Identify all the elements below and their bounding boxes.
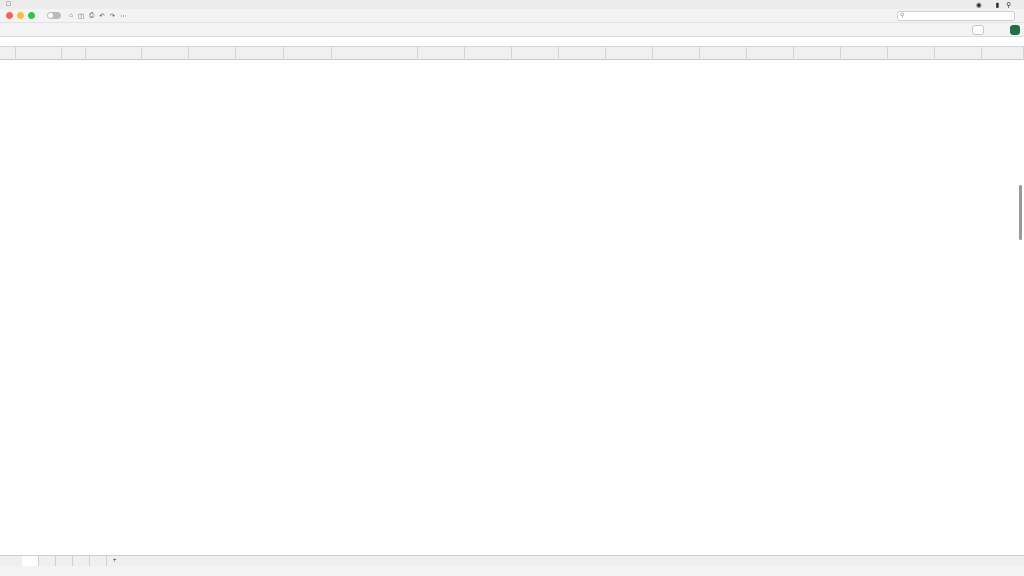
- sheet-tabs: [0, 555, 1024, 566]
- spreadsheet-grid[interactable]: [0, 60, 1024, 555]
- minimize-window-button[interactable]: [17, 12, 24, 19]
- column-header-c[interactable]: [86, 47, 142, 60]
- column-header-n[interactable]: [653, 47, 700, 60]
- print-icon[interactable]: ⎙: [89, 11, 95, 19]
- search-input[interactable]: [897, 11, 1015, 21]
- column-header-a[interactable]: [16, 47, 62, 60]
- sheet-tab-sheet[interactable]: [56, 556, 73, 567]
- apple-icon[interactable]: [6, 1, 11, 8]
- redo-icon[interactable]: ↷: [109, 12, 116, 20]
- column-header-u[interactable]: [982, 47, 1024, 60]
- battery-icon[interactable]: ▮: [995, 1, 1000, 9]
- comments-button[interactable]: [972, 25, 984, 35]
- column-header-p[interactable]: [747, 47, 794, 60]
- close-window-button[interactable]: [6, 12, 13, 19]
- autosave-toggle[interactable]: [47, 12, 61, 19]
- add-sheet-button[interactable]: +: [113, 558, 117, 564]
- column-header-t[interactable]: [935, 47, 982, 60]
- undo-icon[interactable]: ↶: [99, 12, 105, 20]
- sheet-tab-documentation[interactable]: [22, 556, 39, 567]
- search-icon: ⚲: [900, 13, 905, 19]
- column-header-h[interactable]: [368, 47, 418, 60]
- column-header-f[interactable]: [236, 47, 284, 60]
- more-icon[interactable]: ⋯: [120, 12, 127, 20]
- sheet-tab-pivot[interactable]: [90, 556, 107, 567]
- window-titlebar: [0, 9, 1024, 23]
- share-button[interactable]: [1010, 25, 1020, 35]
- column-header-b[interactable]: [62, 47, 86, 60]
- home-icon[interactable]: ⌂: [69, 11, 73, 19]
- zoom-window-button[interactable]: [28, 12, 35, 19]
- column-header-q[interactable]: [794, 47, 841, 60]
- column-header-m[interactable]: [606, 47, 653, 60]
- column-header-d[interactable]: [142, 47, 189, 60]
- save-icon[interactable]: ◫: [77, 12, 85, 20]
- column-header-k[interactable]: [512, 47, 559, 60]
- column-header-i[interactable]: [418, 47, 465, 60]
- mac-menubar: [0, 0, 1024, 9]
- column-headers: [0, 47, 1024, 60]
- status-bar: [0, 566, 1024, 576]
- column-header-o[interactable]: [700, 47, 747, 60]
- vertical-scrollbar[interactable]: [1019, 185, 1022, 240]
- column-header-e[interactable]: [189, 47, 236, 60]
- window-controls: [6, 12, 35, 19]
- sheet-tab-design[interactable]: [39, 556, 56, 567]
- ribbon-tabs: [0, 23, 1024, 37]
- column-header-l[interactable]: [559, 47, 606, 60]
- column-header-j[interactable]: [465, 47, 512, 60]
- column-header-s[interactable]: [888, 47, 935, 60]
- column-header-g[interactable]: [284, 47, 332, 60]
- formula-bar: [0, 37, 1024, 47]
- search-spotlight-icon[interactable]: ⚲: [1006, 1, 1011, 9]
- select-all-corner[interactable]: [0, 47, 16, 60]
- wifi-icon[interactable]: ◉: [975, 1, 982, 9]
- column-header-r[interactable]: [841, 47, 888, 60]
- sheet-tab-campofernando[interactable]: [73, 556, 90, 567]
